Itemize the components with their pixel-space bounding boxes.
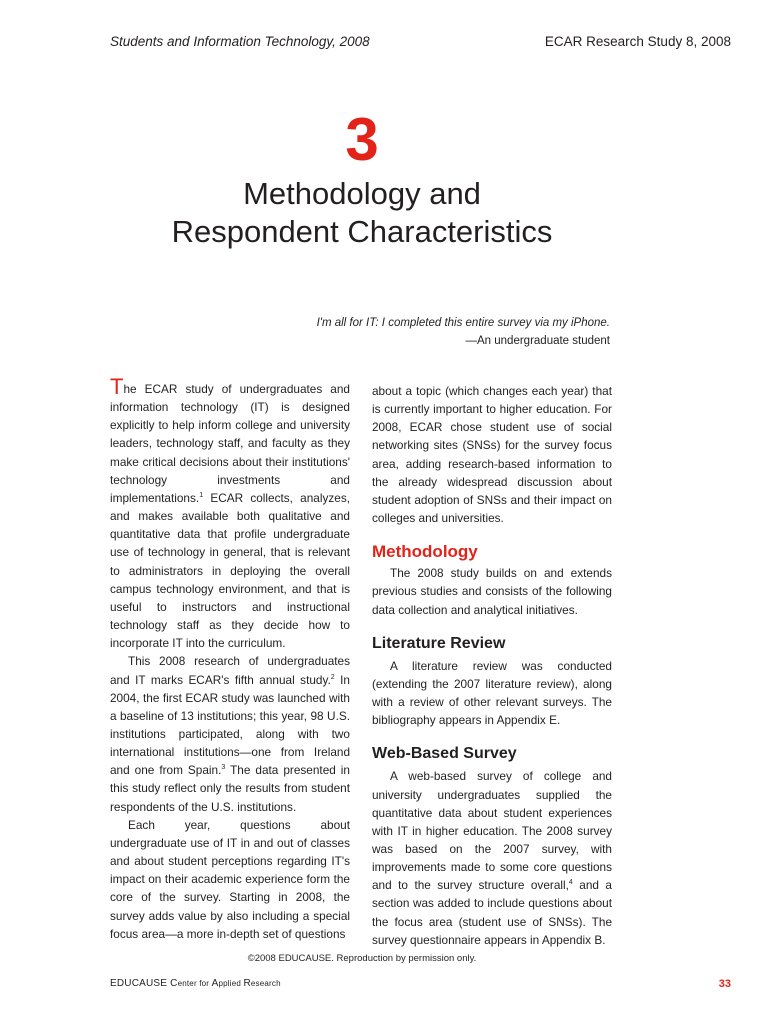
paragraph-each-year: Each year, questions about undergraduate use of IT in and out of classes and about student perceptions regarding IT's impact on their academic experience form the core of the survey. Starting in 2008, the survey adds value by also including a special focus area—a more in-depth set of questions: [110, 817, 350, 941]
running-header-left: Students and Information Technology, 2008: [110, 34, 370, 49]
paragraph-intro: [110, 374, 350, 652]
paragraph-fifth-study: [110, 652, 350, 815]
org-part: A: [211, 978, 219, 989]
footnote-ref-3: 3: [221, 764, 226, 772]
footer-organization: [110, 978, 281, 989]
paragraph-continued: about a topic (which changes each year) that is currently important to higher education. For 2008, ECAR chose student use of social networking sites (SNSs) for the survey focus area, adding research-based information to the already widespread discussion about student adoption of SNSs and their impact on colleges and universities.: [372, 384, 612, 526]
paragraph-literature-review: A literature review was conducted (extending the 2007 literature review), along with a review of other relevant surveys. The bibliography appears in Appendix E.: [372, 658, 612, 728]
paragraph-web-based-survey: [372, 767, 612, 949]
running-header-right: ECAR Research Study 8, 2008: [544, 34, 731, 49]
footnote-ref-4: 4: [568, 879, 573, 887]
org-part: enter for: [177, 979, 212, 988]
fifth-study-text-b: In 2004, the first ECAR study was launched with a baseline of 13 institutions; this year, 98 U.S. institutions participated, along with two international institutions—one from Ireland and one from Spain.: [110, 672, 350, 778]
paragraph-methodology: The 2008 study builds on and extends previous studies and consists of the following data collection and analytical initiatives.: [372, 566, 612, 617]
epigraph-quote: I'm all for IT: I completed this entire survey via my iPhone.: [316, 317, 610, 329]
chapter-title-line-2: Respondent Characteristics: [171, 214, 553, 249]
org-part: EDUCAUSE C: [110, 978, 178, 989]
subheading-web-based-survey: Web-Based Survey: [372, 745, 517, 763]
footnote-ref-1: 1: [199, 492, 204, 500]
footnote-ref-2: 2: [330, 673, 335, 681]
org-part: pplied: [218, 979, 244, 988]
subheading-literature-review: Literature Review: [372, 634, 506, 652]
web-survey-text-a: A web-based survey of college and university undergraduates supplied the quantitative data about student experiences with IT in higher education. The 2008 survey was based on the 2007 survey, with improvements made to some core questions and to the survey structure overall,: [372, 769, 612, 893]
intro-text-b: ECAR collects, analyzes, and makes available both qualitative and quantitative data that profile undergraduate use of technology in general, that is relevant to administrators in deploying the overall campus technology environment, and that is useful to instructors and instructional technology staff as they decide how to incorporate IT into the curriculum.: [110, 490, 350, 651]
section-heading-methodology: Methodology: [372, 542, 478, 562]
fifth-study-text-c: The data presented in this study reflect only the results from student respondents of the U.S. institutions.: [110, 763, 350, 814]
chapter-number: 3: [345, 106, 379, 173]
body-column-right: [372, 382, 612, 949]
org-part: esearch: [250, 979, 281, 988]
org-part: R: [243, 978, 251, 989]
epigraph: [317, 314, 610, 350]
chapter-title-line-1: Methodology and: [243, 176, 481, 211]
intro-text-a: he ECAR study of undergraduates and information technology (IT) is designed explicitly to help inform college and university leaders, technology staff, and faculty as they make critical decisions about their institutions' technology investments and implementations.: [110, 382, 350, 505]
epigraph-attribution: —An undergraduate student: [465, 335, 610, 347]
copyright-notice: ©2008 EDUCAUSE. Reproduction by permission only.: [247, 953, 477, 964]
chapter-title: [0, 175, 724, 251]
body-column-left: [110, 374, 350, 943]
web-survey-text-b: and a section was added to include questions about the focus area (student use of SNSs). The survey questionnaire appears in Appendix B.: [372, 878, 612, 947]
page-number: 33: [718, 978, 731, 990]
fifth-study-text-a: This 2008 research of undergraduates and IT marks ECAR's fifth annual study.: [110, 654, 350, 687]
drop-cap: T: [110, 374, 124, 399]
